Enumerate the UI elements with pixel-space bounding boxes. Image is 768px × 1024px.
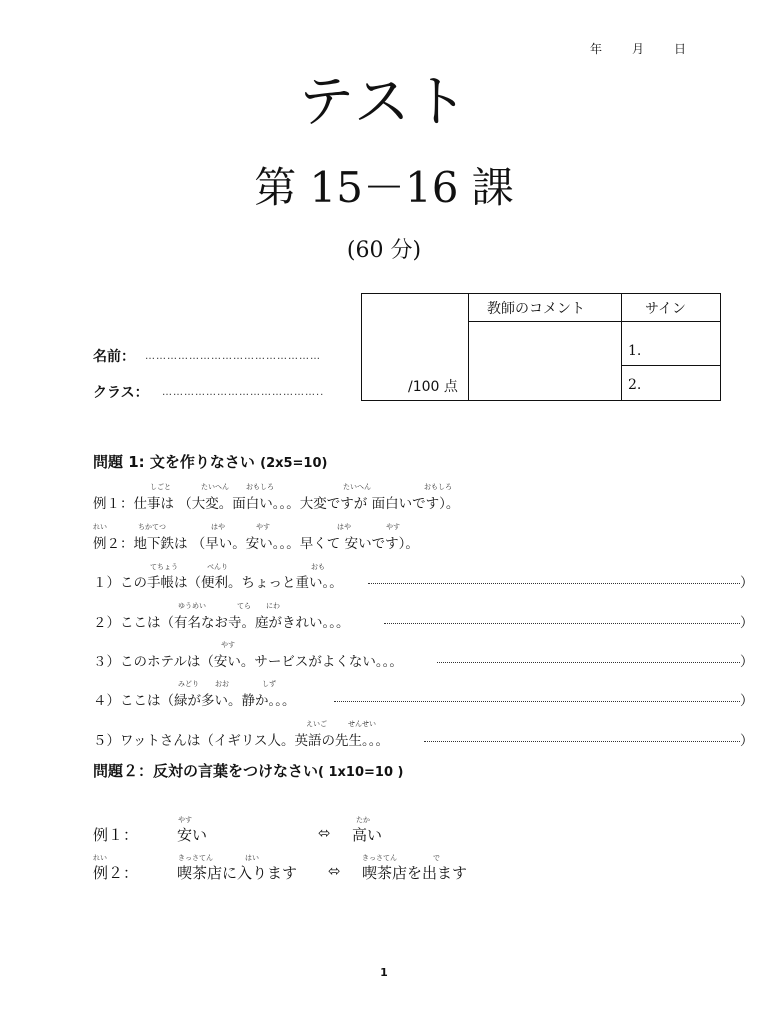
close-paren: ） xyxy=(740,575,754,591)
q1-example-2: 例２：地下鉄は （早い。安い。。。早くて 安いです）。 xyxy=(93,536,419,552)
q1-item-3: ３）このホテルは（安い。サービスがよくない。。。 xyxy=(93,654,403,670)
q2-example-1-right: 高い xyxy=(352,826,383,844)
sign-header: サイン xyxy=(645,301,687,317)
name-label: 名前： xyxy=(93,349,135,365)
answer-line-5[interactable] xyxy=(424,741,740,742)
date-line xyxy=(590,40,686,57)
double-arrow-icon: ⬄ xyxy=(318,824,331,842)
answer-line-3[interactable] xyxy=(437,662,740,663)
teacher-comment-header: 教師のコメント xyxy=(487,301,585,317)
q1-points: (2x5=10) xyxy=(260,456,328,471)
ruby: きっさてん xyxy=(362,854,397,862)
lesson-title: 第 15－16 課 xyxy=(254,163,514,212)
q1-heading-text: 問題 1: 文を作りなさい xyxy=(93,453,255,471)
q2-example-1-left: 安い xyxy=(177,826,208,844)
class-label: クラス： xyxy=(93,385,149,401)
sign-slot-1: 1. xyxy=(628,343,642,359)
date-month: 月 xyxy=(632,42,645,56)
page-title: テスト xyxy=(298,70,470,135)
close-paren: ） xyxy=(740,733,754,749)
ruby: たいへん xyxy=(201,483,229,491)
q2-example-2-right: 喫茶店を出ます xyxy=(362,864,468,882)
q1-item-5: ５）ワットさんは（イギリス人。英語の先生。。。 xyxy=(93,733,390,749)
ruby: たいへん xyxy=(343,483,371,491)
q2-heading-text: 問題２：反対の言葉をつけなさい xyxy=(93,762,319,780)
ruby: れい xyxy=(93,523,107,531)
page-number: 1 xyxy=(380,966,388,979)
q2-heading xyxy=(93,760,403,781)
ruby: ちかてつ xyxy=(138,523,166,531)
q2-example-2-label: 例２： xyxy=(93,864,139,882)
answer-line-4[interactable] xyxy=(334,701,740,702)
ruby: れい xyxy=(93,854,107,862)
ruby: やす xyxy=(256,523,270,531)
ruby: にわ xyxy=(266,602,280,610)
q1-item-1: １）この手帳は（便利。ちょっと重い。。 xyxy=(93,575,343,591)
q2-example-1-label: 例１： xyxy=(93,826,139,844)
score-value: /100 点 xyxy=(408,379,458,395)
ruby: やす xyxy=(386,523,400,531)
class-field[interactable]: …………………………………….. xyxy=(162,387,325,398)
ruby: きっさてん xyxy=(178,854,213,862)
ruby: みどり xyxy=(178,680,199,688)
ruby: やす xyxy=(221,641,235,649)
ruby: おも xyxy=(311,563,325,571)
time-limit: (60 分) xyxy=(346,238,422,263)
date-day: 日 xyxy=(674,42,687,56)
q1-item-4: ４）ここは（緑が多い。静か。。。 xyxy=(93,693,296,709)
ruby: ゆうめい xyxy=(178,602,206,610)
close-paren: ） xyxy=(740,615,754,631)
ruby: べんり xyxy=(207,563,228,571)
close-paren: ） xyxy=(740,693,754,709)
ruby: はい xyxy=(245,854,259,862)
q1-item-2: ２）ここは（有名なお寺。庭がきれい。。。 xyxy=(93,615,350,631)
ruby: はや xyxy=(211,523,225,531)
date-year: 年 xyxy=(590,42,603,56)
q2-points: ( 1x10=10 ) xyxy=(318,765,404,780)
ruby: てら xyxy=(237,602,251,610)
ruby: やす xyxy=(178,816,192,824)
ruby: おもしろ xyxy=(246,483,274,491)
ruby: せんせい xyxy=(348,720,376,728)
answer-line-1[interactable] xyxy=(368,583,740,584)
ruby: おもしろ xyxy=(424,483,452,491)
q1-heading xyxy=(93,451,327,472)
ruby: たか xyxy=(356,816,370,824)
q2-example-2-left: 喫茶店に入ります xyxy=(177,864,298,882)
sign-slot-2: 2. xyxy=(628,377,642,393)
name-field[interactable]: ………………………………………… xyxy=(145,351,321,362)
answer-line-2[interactable] xyxy=(384,623,740,624)
ruby: えいご xyxy=(306,720,327,728)
double-arrow-icon: ⬄ xyxy=(328,862,341,880)
ruby: てちょう xyxy=(150,563,178,571)
ruby: しず xyxy=(262,680,276,688)
ruby: はや xyxy=(337,523,351,531)
ruby: おお xyxy=(215,680,229,688)
ruby: しごと xyxy=(150,483,171,491)
q1-example-1: 例１：仕事は （大変。面白い。。。大変ですが 面白いです）。 xyxy=(93,496,460,512)
ruby: で xyxy=(433,854,440,862)
close-paren: ） xyxy=(740,654,754,670)
